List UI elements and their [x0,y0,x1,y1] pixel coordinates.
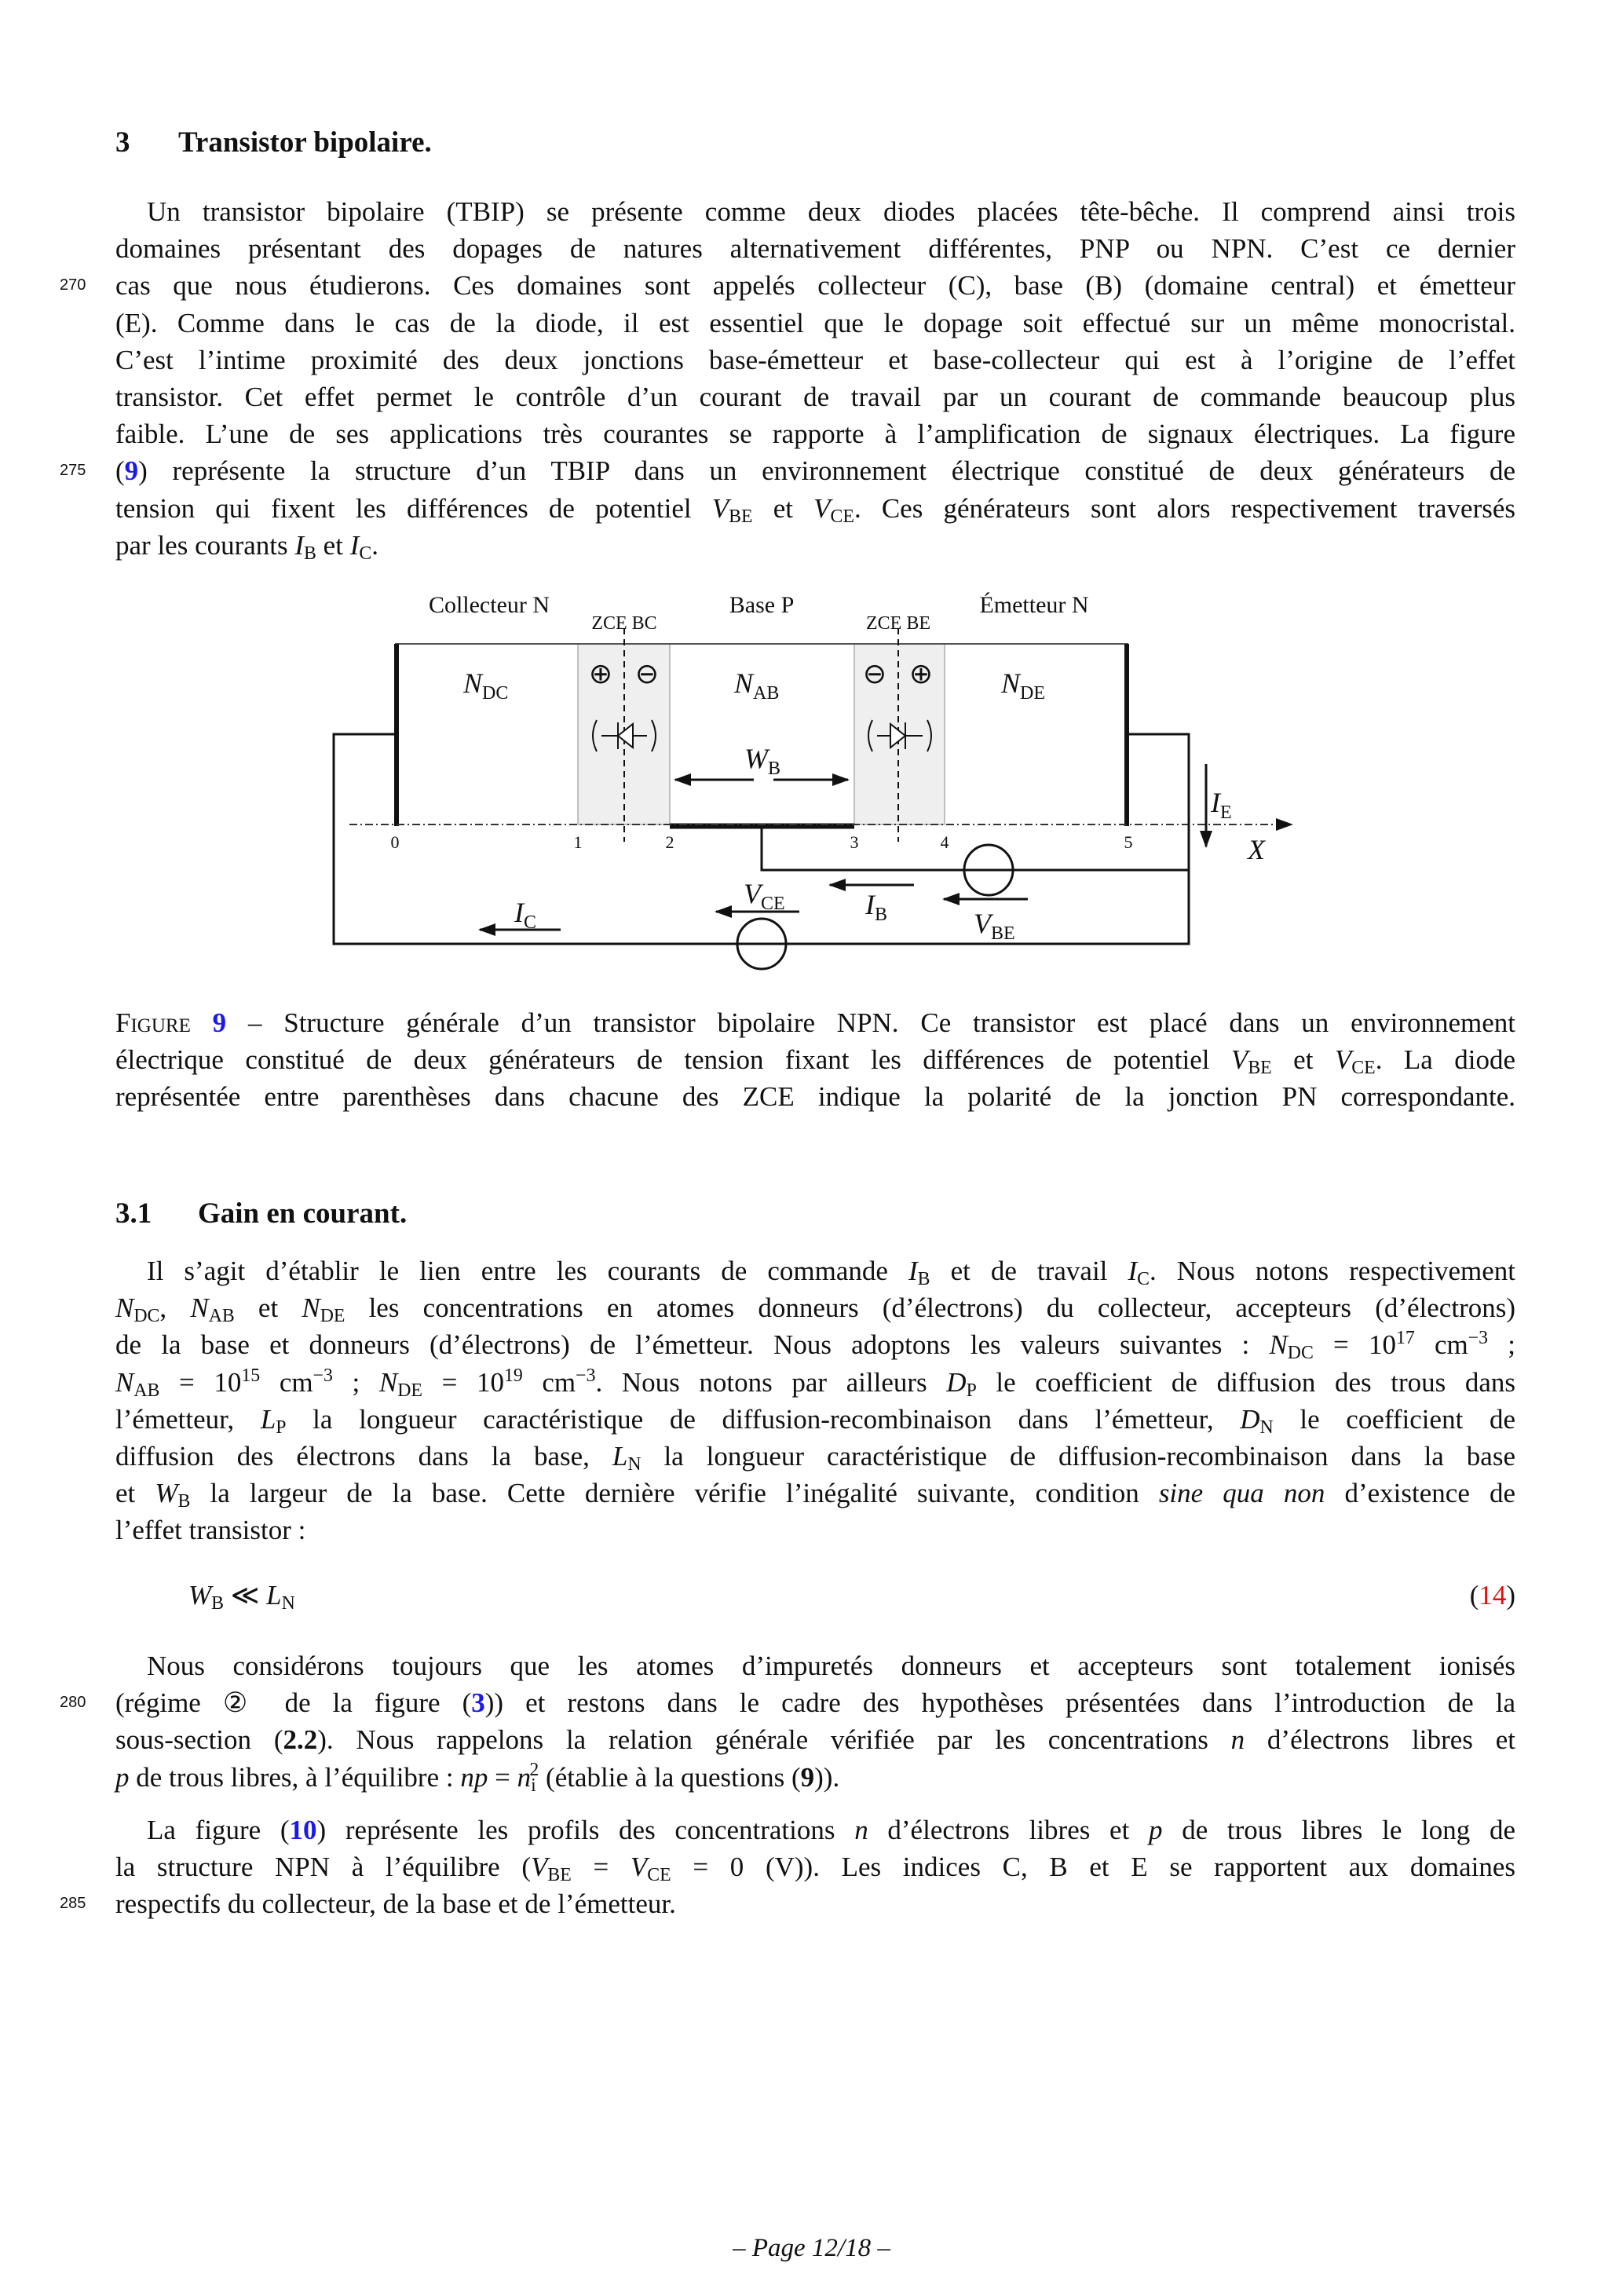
line-number: 275 [60,462,86,479]
emitter-label: Émetteur N [979,592,1089,618]
ie-label: $I_E$ [1211,787,1232,823]
text-line: (E). Comme dans le cas de la diode, il est essentiel que le dopage soit effectué sur un même monocristal. [115,307,1515,338]
ionisation-paragraph [115,1647,1515,1796]
page-footer: – Page 12/18 – [733,2234,890,2262]
section-title: Transistor bipolaire. [178,126,432,159]
minus-charge-icon: ⊖ [634,658,660,689]
zce-be-label: ZCE BE [866,613,930,634]
x-axis-label: X [1248,834,1265,865]
npn-transistor-diagram [0,0,1623,989]
text-line: l’effet transistor : [115,1515,306,1546]
caption-line: électrique constitué de deux générateurs de tension fixant les différences de potentiel $V_{BE}$ et $V_{CE}$. La diode [115,1044,1515,1079]
text-line: $N_{DC}$, $N_{AB}$ et $N_{DE}$ les concentrations en atomes donneurs (d’électrons) du collecteur, accepteurs (d’électrons) [115,1292,1515,1327]
gain-paragraph [115,1252,1515,1549]
line-number: 280 [60,1694,86,1711]
caption-line: Figure 9 – Structure générale d’un transistor bipolaire NPN. Ce transistor est placé dans un environnement [115,1007,1516,1038]
tick-label: 4 [940,832,949,852]
text-line: la structure NPN à l’équilibre ($V_{BE} = V_{CE} = 0$ (V)). Les indices C, B et E se rapportent aux domaines [115,1852,1515,1886]
text-line: $N_{AB} = 10^{15}$ $cm^{-3}$ ; $N_{DE} = 10^{19}$ $cm^{-3}$. Nous notons par ailleurs $D_P$ le coefficient de diffusion des trous dans [115,1365,1515,1401]
text-line: (9) représente la structure d’un TBIP dans un environnement électrique constitué de deux générateurs de [115,455,1515,487]
vce-label: $V_{CE}$ [744,878,785,914]
collector-label: Collecteur N [428,592,550,618]
text-line: p de trous libres, à l’équilibre : np = $n_i^2$ (établie à la questions (9)). [115,1760,840,1796]
text-line: Il s’agit d’établir le lien entre les courants de commande $I_B$ et de travail $I_C$. Nous notons respectivement [147,1256,1515,1289]
text-line: domaines présentant des dopages de natures alternativement différentes, PNP ou NPN. C’est ce dernier [115,233,1515,265]
equation: $W_B$ ≪ $L_N$ [188,1580,295,1614]
ib-label: $I_B$ [865,889,888,925]
text-line: transistor. Cet effet permet le contrôle d’un courant de travail par un courant de commande beaucoup plus [115,381,1515,412]
plus-charge-icon: ⊕ [588,658,613,689]
tick-label: 2 [665,832,674,852]
subsection-title: Gain en courant. [198,1197,408,1230]
text-line: tension qui fixent les différences de potentiel $V_{BE}$ et $V_{CE}$. Ces générateurs sont alors respectivement traversés [115,492,1515,527]
ndc-label: $N_{DC}$ [463,667,509,704]
text-line: faible. L’une de ses applications très courantes se rapporte à l’amplification de signaux électriques. La figure [115,419,1515,450]
wb-label: $W_B$ [744,743,781,779]
minus-charge-icon: ⊖ [862,658,887,689]
subsection-number: 3.1 [115,1197,152,1230]
equation-number: (14) [1469,1580,1515,1610]
text-line: sous-section (2.2). Nous rappelons la relation générale vérifiée par les concentrations n d’électrons libres et [115,1724,1515,1756]
tick-label: 1 [573,832,583,852]
text-line: par les courants $I_B$ et $I_C$. [115,529,378,564]
nde-label: $N_{DE}$ [1001,667,1046,704]
ic-label: $I_C$ [514,897,537,933]
zce-bc-label: ZCE BC [591,613,657,634]
line-number: 270 [60,276,86,294]
caption-line: représentée entre parenthèses dans chacune des ZCE indique la polarité de la jonction PN correspondante. [115,1081,1515,1113]
figure-caption [115,1004,1515,1116]
nab-label: $N_{AB}$ [734,667,780,704]
text-line: (régime ② de la figure (3)) et restons dans le cadre des hypothèses présentées dans l’introduction de la [115,1687,1515,1719]
text-line: La figure (10) représente les profils des concentrations n d’électrons libres et p de trous libres le long de [147,1815,1516,1845]
text-line: Un transistor bipolaire (TBIP) se présente comme deux diodes placées tête-bêche. Il comprend ainsi trois [147,196,1515,227]
tick-label: 5 [1124,832,1133,852]
vbe-label: $V_{BE}$ [974,908,1015,944]
text-line: de la base et donneurs (d’électrons) de l’émetteur. Nous adoptons les valeurs suivantes : $N_{DC} = 10^{17}$ $cm^{-3}$ ; [115,1328,1515,1364]
base-label: Base P [729,592,795,618]
text-line: et $W_B$ la largeur de la base. Cette dernière vérifie l’inégalité suivante, condition sine qua non d’existence de [115,1478,1515,1512]
line-number: 285 [60,1895,86,1912]
subsection-heading [115,1197,407,1230]
text-line: cas que nous étudierons. Ces domaines sont appelés collecteur (C), base (B) (domaine central) et émetteur [115,270,1515,302]
text-line: l’émetteur, $L_P$ la longueur caractéristique de diffusion-recombinaison dans l’émetteur, $D_N$ le coefficient de [115,1403,1515,1438]
plus-charge-icon: ⊕ [908,658,934,689]
text-line: C’est l’intime proximité des deux jonctions base-émetteur et base-collecteur qui est à l’origine de l’effet [115,344,1515,375]
text-line: respectifs du collecteur, de la base et de l’émetteur. [115,1888,676,1920]
text-line: diffusion des électrons dans la base, $L_N$ la longueur caractéristique de diffusion-recombinaison dans la base [115,1440,1515,1475]
section-number: 3 [115,126,130,159]
tick-label: 3 [850,832,859,852]
profile-paragraph [115,1812,1515,1923]
text-line: Nous considérons toujours que les atomes d’impuretés donneurs et accepteurs sont totalement ionisés [147,1651,1515,1681]
tick-label: 0 [390,832,400,852]
